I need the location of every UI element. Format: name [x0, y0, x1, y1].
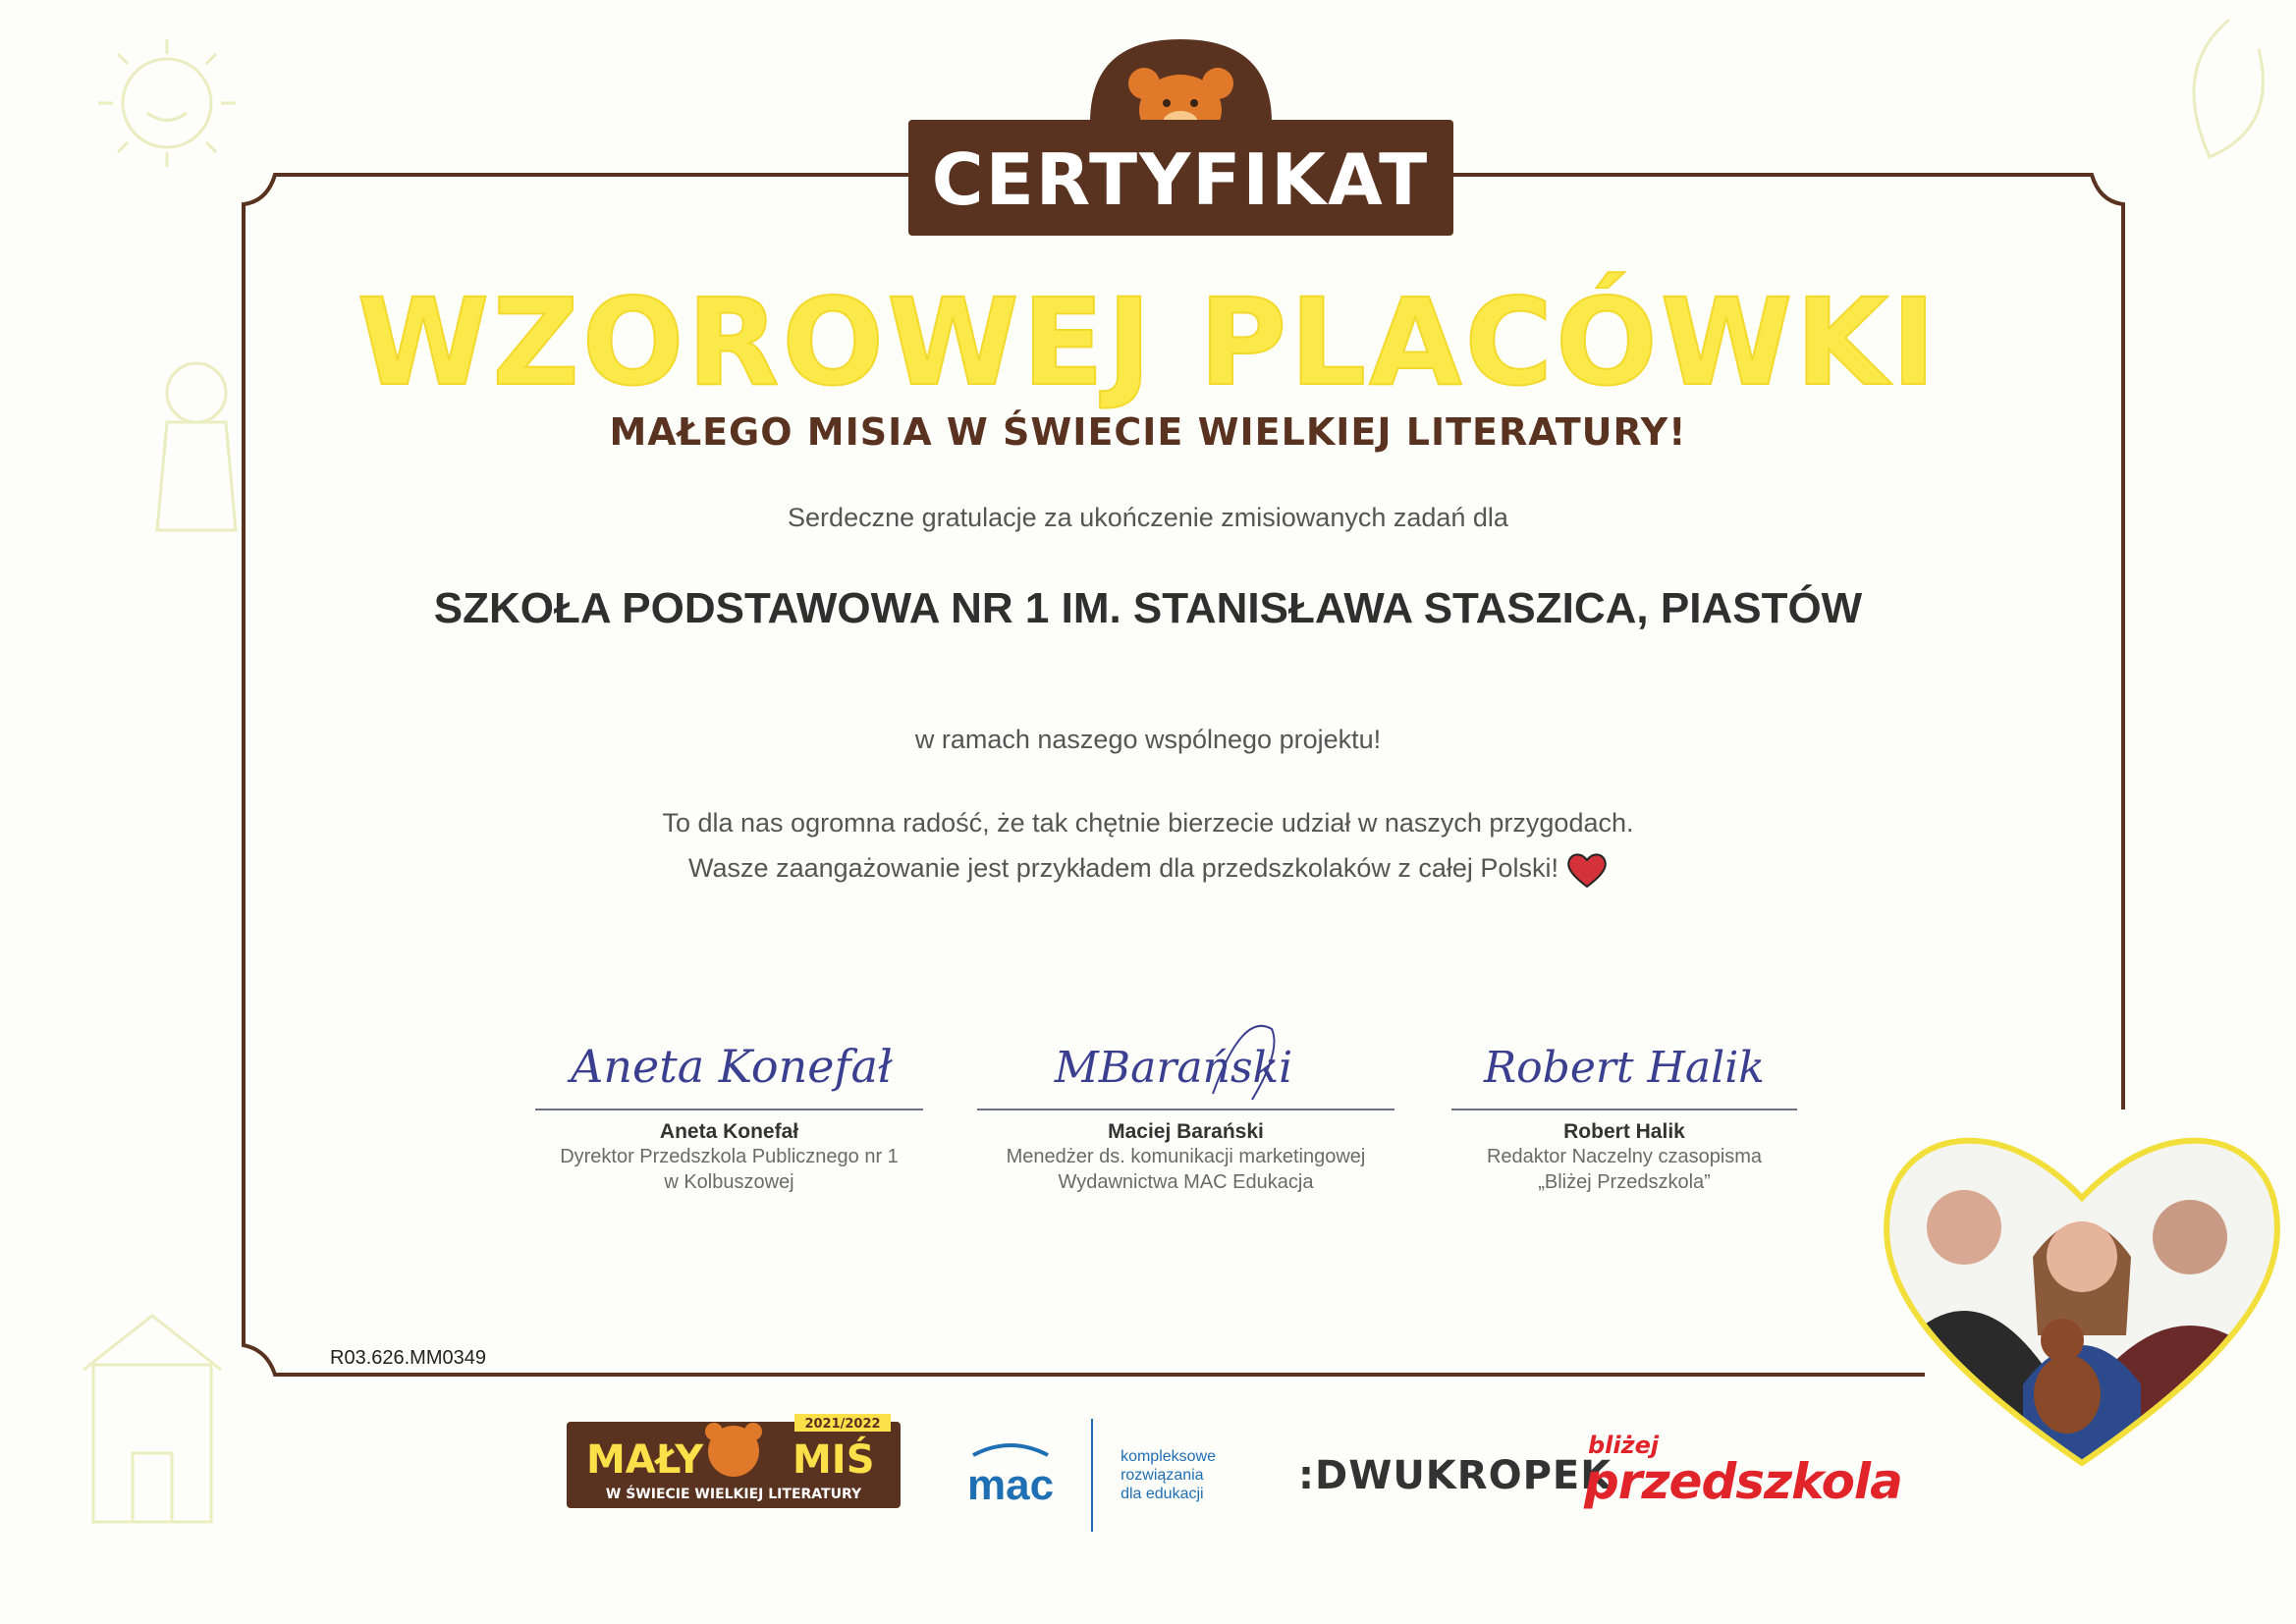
project-line: w ramach naszego wspólnego projektu! — [914, 725, 1382, 754]
certificate-subtitle: MAŁEGO MISIA W ŚWIECIE WIELKIEJ LITERATURY! — [609, 410, 1687, 454]
mis-year: 2021/2022 — [804, 1417, 881, 1432]
mac-mark — [967, 1441, 1054, 1510]
signature-image — [535, 1021, 923, 1100]
maly-word: MAŁY — [586, 1437, 704, 1483]
mis-word: MIŚ — [793, 1437, 875, 1483]
message-line-a: To dla nas ogromna radość, że tak chętnie bierzecie udział w naszych przygodach. — [662, 808, 1634, 838]
signature-scribble: Aneta Konefał — [571, 1040, 893, 1093]
signer-role-a: Menedżer ds. komunikacji marketingowej — [1006, 1146, 1366, 1167]
school-name: SZKOŁA PODSTAWOWA NR 1 IM. STANISŁAWA STASZICA, PIASTÓW — [433, 584, 1863, 632]
house-doodle — [74, 1306, 231, 1532]
signature-block-1 — [535, 1021, 923, 1195]
blizej-przedszkola-logo — [1584, 1432, 1902, 1510]
przedszkola-word: przedszkola — [1584, 1453, 1902, 1510]
signer-role-b: Wydawnictwa MAC Edukacja — [1058, 1171, 1314, 1193]
signature-block-2 — [977, 1021, 1394, 1195]
mis-tagline: W ŚWIECIE WIELKIEJ LITERATURY — [605, 1487, 862, 1502]
mac-tag-b: rozwiązania — [1121, 1467, 1204, 1484]
mac-tag-c: dla edukacji — [1121, 1486, 1204, 1502]
heart-icon — [1566, 851, 1608, 889]
signature-image — [977, 1021, 1394, 1100]
maly-mis-logo — [567, 1414, 901, 1512]
signature-scribble: MBarański — [1054, 1043, 1293, 1093]
signer-role-a: Dyrektor Przedszkola Publicznego nr 1 — [560, 1146, 899, 1167]
signature-scribble: Robert Halik — [1484, 1043, 1765, 1093]
blizej-word: bliżej — [1588, 1432, 1660, 1459]
badge-label: CERTYFIKAT — [931, 138, 1430, 221]
signer-name: Aneta Konefał — [659, 1120, 799, 1143]
mac-word: mac — [967, 1460, 1055, 1509]
dwukropek-word: :DWUKROPEK — [1298, 1453, 1613, 1498]
signature-rule — [1451, 1109, 1797, 1110]
moon-doodle — [2151, 10, 2278, 177]
signature-rule — [535, 1109, 923, 1110]
message-paragraph — [0, 800, 2296, 891]
dwukropek-logo — [1298, 1453, 1612, 1498]
mac-logo — [967, 1419, 1216, 1532]
team-photo-heart — [1866, 1110, 2296, 1483]
signer-name: Robert Halik — [1563, 1120, 1685, 1143]
mac-tagline — [1121, 1447, 1216, 1503]
mac-divider — [1091, 1419, 1093, 1532]
mac-tag-a: kompleksowe — [1121, 1448, 1217, 1465]
message-line-b: Wasze zaangażowanie jest przykładem dla przedszkolaków z całej Polski! — [688, 853, 1558, 883]
signature-rule — [977, 1109, 1394, 1110]
sun-doodle — [79, 29, 255, 177]
signature-image — [1451, 1021, 1797, 1100]
wave-icon — [971, 1441, 1050, 1457]
lead-text: Serdeczne gratulacje za ukończenie zmisiowanych zadań dla — [788, 503, 1508, 532]
signer-role-b: w Kolbuszowej — [664, 1171, 794, 1193]
signature-block-3 — [1451, 1021, 1797, 1195]
message-line-b-wrap — [0, 845, 2296, 891]
signer-name: Maciej Barański — [1108, 1120, 1264, 1143]
signer-role-b: „Bliżej Przedszkola” — [1538, 1171, 1711, 1193]
certificate-badge — [908, 29, 1453, 236]
signer-role-a: Redaktor Naczelny czasopisma — [1486, 1146, 1763, 1167]
certificate-title: WZOROWEJ PLACÓWKI — [356, 273, 1940, 412]
certificate-code: R03.626.MM0349 — [330, 1347, 486, 1369]
